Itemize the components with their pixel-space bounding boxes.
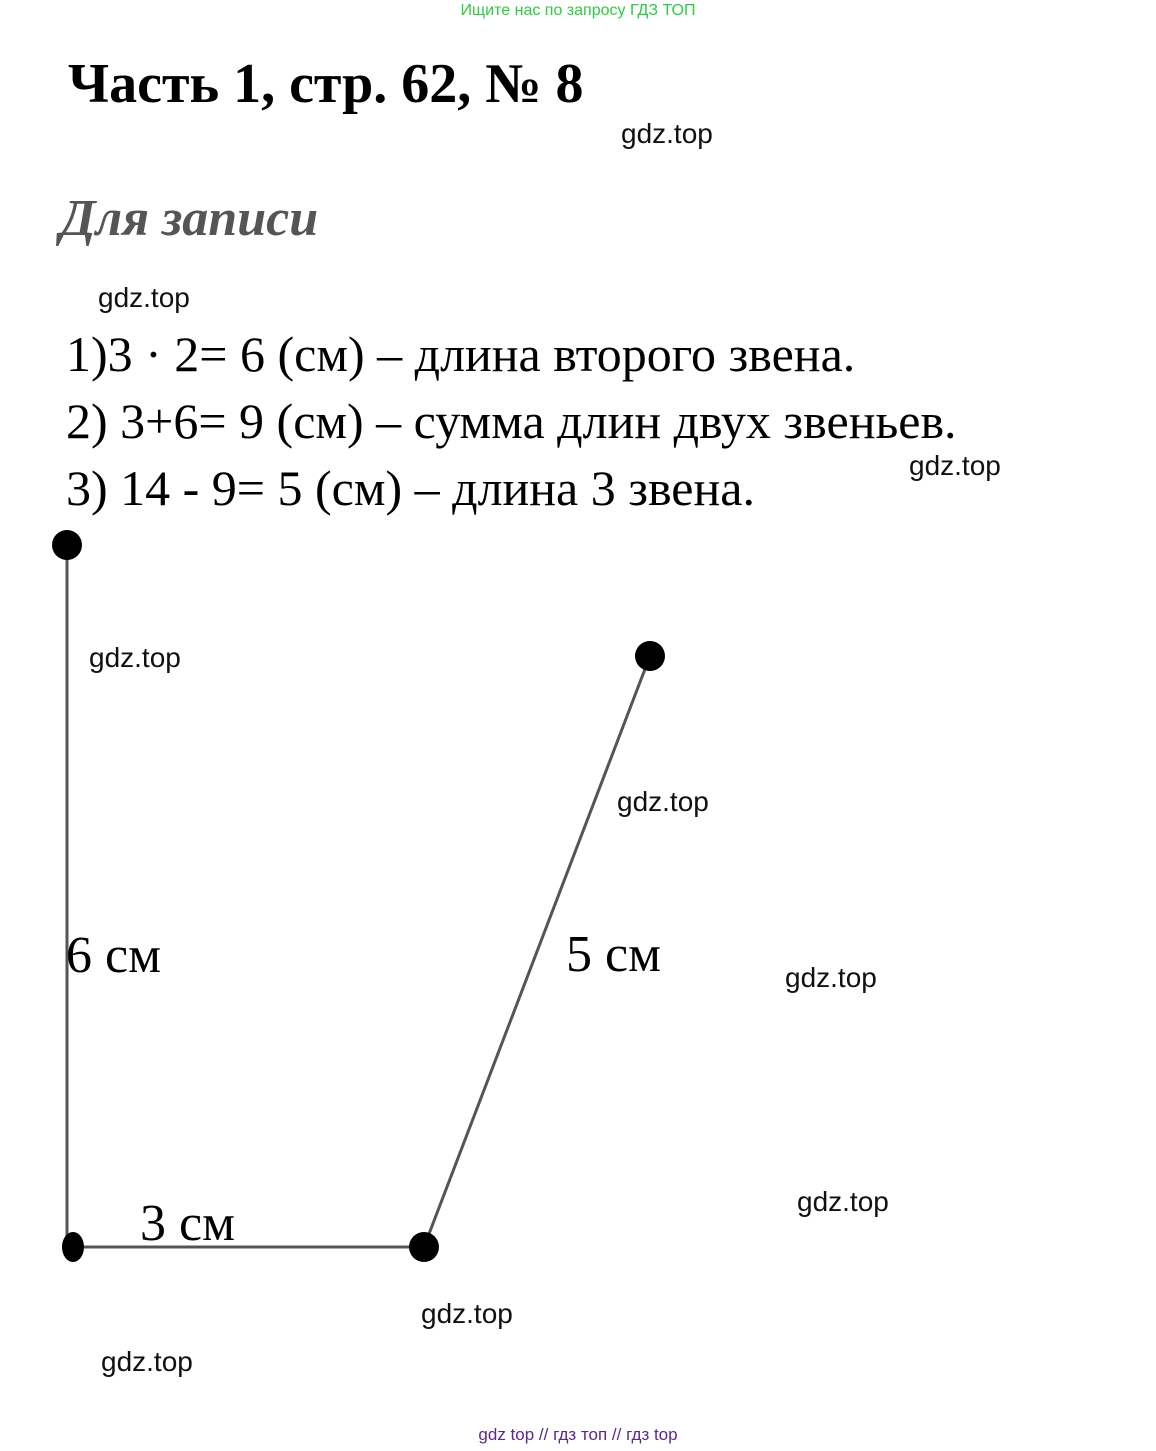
segment-label-3cm: 3 см [140,1195,235,1252]
watermark-text: gdz.top [101,1346,193,1377]
watermark-text: gdz.top [89,642,181,673]
footer-links: gdz top // гдз топ // гдз top [478,1425,678,1444]
section-subtitle: Для записи [60,190,319,247]
vertex-point-top [52,530,82,560]
page-title: Часть 1, стр. 62, № 8 [68,53,584,115]
watermark-text: gdz.top [797,1186,889,1217]
solution-step-2: 2) 3+6= 9 (см) – сумма длин двух звеньев. [66,393,957,449]
watermark-text: gdz.top [98,282,190,313]
vertex-point-corner [62,1232,84,1262]
watermark-text: gdz.top [617,786,709,817]
solution-step-1: 1)3 · 2= 6 (см) – длина второго звена. [66,326,856,382]
vertex-point-end [635,641,665,671]
solution-step-3: 3) 14 - 9= 5 (см) – длина 3 звена. [66,460,755,516]
watermark-text: gdz.top [785,962,877,993]
segment-label-6cm: 6 см [66,927,161,984]
watermark-text: gdz.top [421,1298,513,1329]
vertex-point-bottom [409,1232,439,1262]
segment-label-5cm: 5 см [566,926,661,983]
watermark-text: gdz.top [621,118,713,149]
top-banner: Ищите нас по запросу ГДЗ ТОП [460,2,696,19]
watermark-text: gdz.top [909,450,1001,481]
